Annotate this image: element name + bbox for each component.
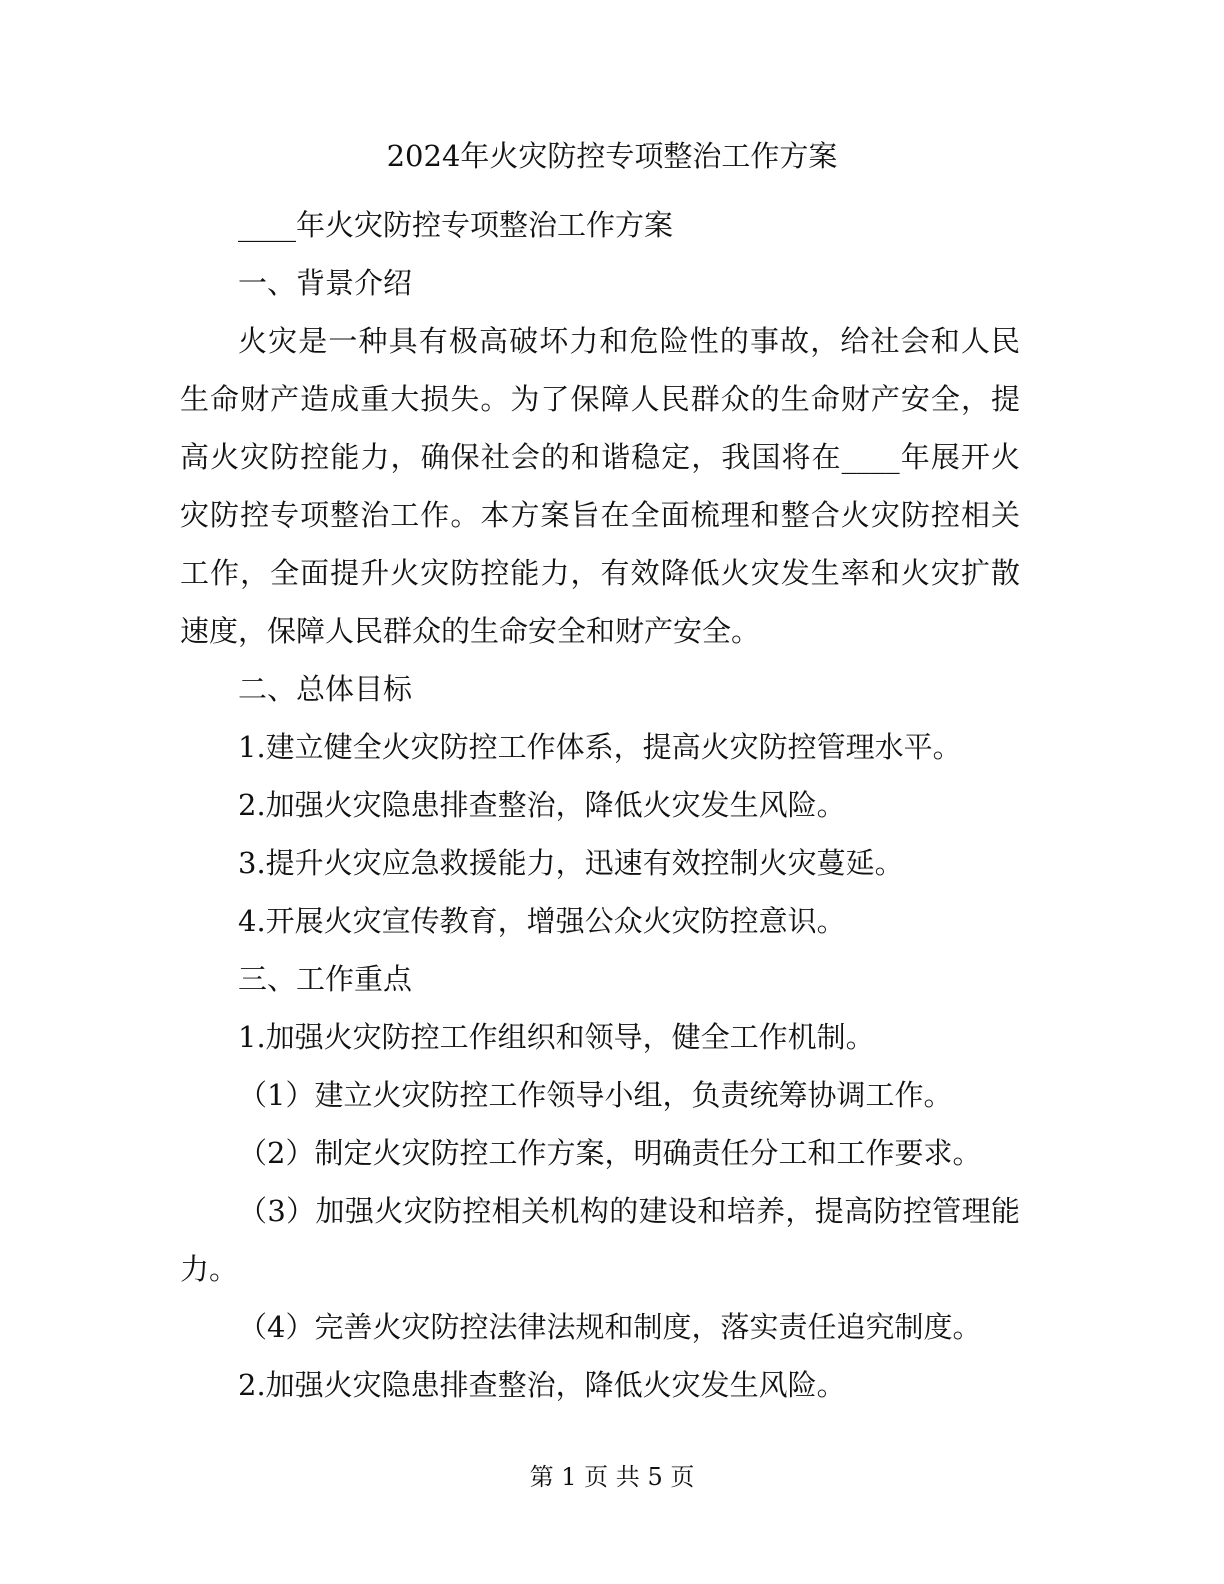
sub-item-1: （1）建立火灾防控工作领导小组，负责统筹协调工作。	[238, 1078, 953, 1112]
heading-background: 一、背景介绍	[238, 266, 413, 300]
goal-item-1: 1.建立健全火灾防控工作体系，提高火灾防控管理水平。	[238, 730, 962, 764]
goal-item-4: 4.开展火灾宣传教育，增强公众火灾防控意识。	[238, 904, 846, 938]
key-work-item-2: 2.加强火灾隐患排查整治，降低火灾发生风险。	[238, 1368, 846, 1402]
goal-item-2: 2.加强火灾隐患排查整治，降低火灾发生风险。	[238, 788, 846, 822]
document-body	[180, 196, 1020, 1414]
sub-item-4: （4）完善火灾防控法律法规和制度，落实责任追究制度。	[238, 1310, 982, 1344]
sub-item-3: （3）加强火灾防控相关机构的建设和培养，提高防控管理能力。	[180, 1194, 1020, 1286]
page-footer: 第 1 页 共 5 页	[529, 1463, 695, 1491]
document-title: 2024年火灾防控专项整治工作方案	[386, 139, 838, 173]
heading-goals: 二、总体目标	[238, 672, 413, 706]
heading-key-work: 三、工作重点	[238, 962, 413, 996]
paragraph-background: 火灾是一种具有极高破坏力和危险性的事故，给社会和人民生命财产造成重大损失。为了保障人民群众的生命财产安全，提高火灾防控能力，确保社会的和谐稳定，我国将在____年展开火灾防控专项整治工作。本方案旨在全面梳理和整合火灾防控相关工作，全面提升火灾防控能力，有效降低火灾发生率和火灾扩散速度，保障人民群众的生命安全和财产安全。	[180, 324, 1020, 648]
sub-item-2: （2）制定火灾防控工作方案，明确责任分工和工作要求。	[238, 1136, 982, 1170]
key-work-item-1: 1.加强火灾防控工作组织和领导，健全工作机制。	[238, 1020, 875, 1054]
paragraph-subtitle: ____年火灾防控专项整治工作方案	[238, 208, 674, 242]
goal-item-3: 3.提升火灾应急救援能力，迅速有效控制火灾蔓延。	[238, 846, 904, 880]
